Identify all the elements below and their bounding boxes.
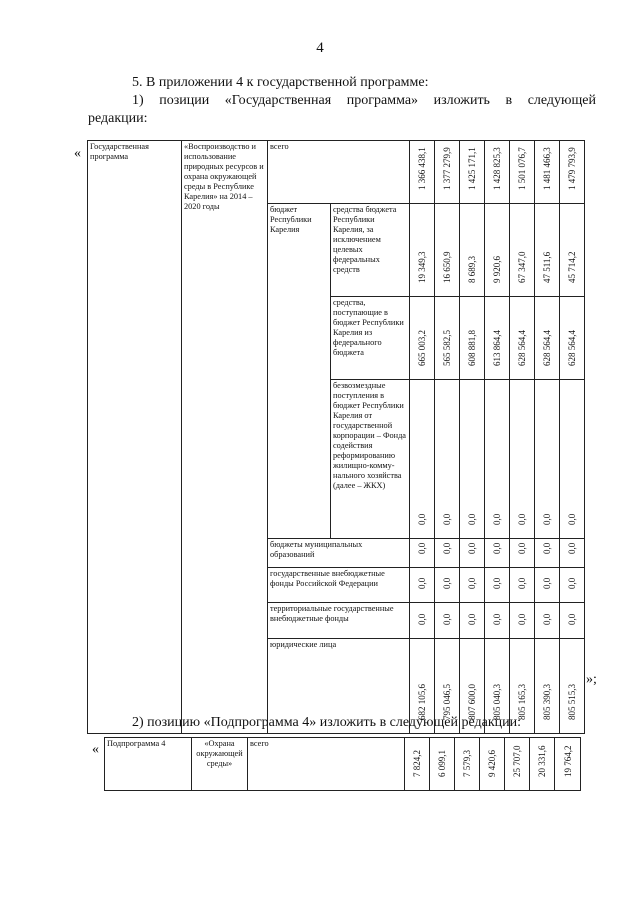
value-text: 0,0	[417, 613, 427, 625]
value-text: 0,0	[442, 577, 452, 589]
value-text: 565 582,5	[442, 330, 452, 366]
source-cell: средства, поступающие в бюджет Республики Карелия из федерального бюджета	[331, 297, 410, 380]
value-cell	[485, 204, 510, 297]
value-cell	[510, 380, 535, 539]
value-cell	[535, 639, 560, 734]
source-cell: безвозмездные поступления в бюджет Республики Карелия от государственной корпорации – Фонда содействия реформированию жилищно-комму-нального хозяйства (далее – ЖКХ)	[331, 380, 410, 539]
financing-table-subprogram	[104, 737, 581, 791]
value-text: 805 390,3	[542, 684, 552, 720]
value-text: 628 564,4	[517, 330, 527, 366]
value-text: 19 764,2	[562, 745, 573, 777]
value-cell	[460, 141, 485, 204]
value-cell	[430, 738, 455, 791]
value-cell	[410, 568, 435, 603]
source-cell: средства бюджета Республики Карелия, за исключением целевых федеральных средств	[331, 204, 410, 297]
value-text: 0,0	[517, 542, 527, 554]
value-cell	[560, 639, 585, 734]
value-cell	[510, 141, 535, 204]
value-cell	[460, 539, 485, 568]
value-cell	[510, 539, 535, 568]
value-cell	[535, 380, 560, 539]
value-cell	[560, 603, 585, 639]
value-cell	[460, 603, 485, 639]
budget-group-cell: бюджет Республики Карелия	[268, 204, 331, 539]
value-cell	[435, 539, 460, 568]
financing-table-program	[87, 140, 585, 734]
value-text: 795 046,5	[442, 684, 452, 720]
value-cell	[460, 568, 485, 603]
value-text: 47 511,6	[542, 251, 552, 283]
value-text: 608 881,8	[467, 330, 477, 366]
value-cell	[560, 568, 585, 603]
value-cell	[485, 380, 510, 539]
value-text: 19 349,3	[417, 251, 427, 283]
source-cell: бюджеты муниципальных образований	[268, 539, 410, 568]
value-text: 1 481 466,3	[542, 147, 552, 190]
table-row	[88, 141, 585, 204]
value-text: 807 600,0	[467, 684, 477, 720]
subprogram-name-cell: «Охрана окружающей среды»	[192, 738, 248, 791]
value-cell	[535, 297, 560, 380]
value-cell	[460, 297, 485, 380]
value-text: 0,0	[442, 513, 452, 525]
value-text: 0,0	[567, 613, 577, 625]
value-text: 0,0	[492, 613, 502, 625]
value-text: 0,0	[542, 613, 552, 625]
value-text: 0,0	[417, 542, 427, 554]
item1-text-line1: 1) позиции «Государственная программа» изложить в следующей	[132, 93, 596, 108]
subprogram-type-cell: Подпрограмма 4	[105, 738, 192, 791]
value-cell	[485, 539, 510, 568]
value-cell	[405, 738, 430, 791]
value-cell	[435, 568, 460, 603]
value-text: 0,0	[517, 613, 527, 625]
value-text: 0,0	[567, 542, 577, 554]
program-type-cell: Государственная программа	[88, 141, 182, 734]
value-cell	[535, 539, 560, 568]
value-text: 7 824,2	[412, 750, 422, 777]
value-text: 20 331,6	[537, 745, 547, 777]
value-cell	[480, 738, 505, 791]
value-text: 0,0	[442, 542, 452, 554]
value-cell	[535, 603, 560, 639]
value-cell	[435, 380, 460, 539]
page-number: 4	[316, 40, 324, 56]
value-text: 0,0	[442, 613, 452, 625]
value-cell	[410, 141, 435, 204]
value-text: 1 501 076,7	[517, 147, 527, 190]
value-text: 1 377 279,9	[442, 147, 452, 190]
value-text: 9 920,6	[492, 256, 502, 283]
value-text: 0,0	[467, 577, 477, 589]
program-name-cell: «Воспроизводство и использование природных ресурсов и охрана окружающей среды в Республике Карелия» на 2014 – 2020 годы	[182, 141, 268, 734]
value-text: 0,0	[542, 542, 552, 554]
value-cell	[535, 204, 560, 297]
value-text: 1 428 825,3	[492, 147, 502, 190]
value-cell	[510, 204, 535, 297]
value-cell	[510, 568, 535, 603]
value-text: 805 165,3	[517, 684, 527, 720]
table-row	[105, 738, 581, 791]
value-text: 6 099,1	[437, 750, 447, 777]
value-cell	[435, 141, 460, 204]
value-text: 628 564,4	[567, 330, 577, 366]
table2-open-quote: «	[92, 742, 99, 757]
table1-close-quote: »;	[586, 672, 597, 687]
value-text: 0,0	[542, 577, 552, 589]
value-text: 805 515,3	[567, 684, 577, 720]
value-text: 45 714,2	[567, 251, 577, 283]
value-cell	[410, 297, 435, 380]
value-text: 613 864,4	[492, 330, 502, 366]
value-cell	[560, 380, 585, 539]
value-cell	[435, 204, 460, 297]
value-cell	[535, 568, 560, 603]
source-cell: всего	[268, 141, 410, 204]
value-text: 7 579,3	[462, 750, 472, 777]
value-text: 25 707,0	[512, 745, 522, 777]
section-heading: 5. В приложении 4 к государственной программе:	[132, 75, 429, 90]
value-text: 0,0	[417, 577, 427, 589]
value-text: 0,0	[492, 542, 502, 554]
value-cell	[510, 603, 535, 639]
value-text: 1 425 171,1	[467, 147, 477, 190]
item1-text-line2: редакции:	[88, 111, 148, 126]
value-cell	[560, 141, 585, 204]
value-text: 0,0	[467, 513, 477, 525]
value-text: 628 564,4	[542, 330, 552, 366]
value-text: 1 366 438,1	[417, 147, 427, 190]
value-cell	[560, 204, 585, 297]
value-cell	[485, 603, 510, 639]
value-cell	[505, 738, 530, 791]
value-cell	[560, 539, 585, 568]
value-cell	[460, 380, 485, 539]
value-cell	[435, 297, 460, 380]
value-text: 0,0	[467, 542, 477, 554]
value-text: 0,0	[467, 613, 477, 625]
value-cell	[410, 380, 435, 539]
value-text: 0,0	[567, 577, 577, 589]
value-cell	[485, 297, 510, 380]
value-cell	[435, 603, 460, 639]
value-text: 16 650,9	[442, 251, 452, 283]
value-text: 0,0	[542, 513, 552, 525]
value-text: 0,0	[517, 577, 527, 589]
value-text: 665 003,2	[417, 330, 427, 366]
source-cell: юридические лица	[268, 639, 410, 734]
value-text: 9 420,6	[487, 750, 497, 777]
value-text: 0,0	[417, 513, 427, 525]
table1-open-quote: «	[74, 146, 81, 161]
value-cell	[485, 141, 510, 204]
value-text: 0,0	[567, 513, 577, 525]
value-cell	[530, 738, 555, 791]
source-cell: всего	[248, 738, 405, 791]
value-cell	[510, 297, 535, 380]
source-cell: государственные внебюджетные фонды Российской Федерации	[268, 568, 410, 603]
value-text: 805 040,3	[492, 684, 502, 720]
value-text: 67 347,0	[517, 251, 527, 283]
value-text: 1 479 793,9	[567, 147, 577, 190]
value-text: 0,0	[517, 513, 527, 525]
value-cell	[535, 141, 560, 204]
value-cell	[455, 738, 480, 791]
value-text: 0,0	[492, 577, 502, 589]
value-text: 8 689,3	[467, 256, 477, 283]
value-cell	[460, 204, 485, 297]
value-cell	[410, 603, 435, 639]
value-cell	[560, 297, 585, 380]
value-cell	[410, 539, 435, 568]
source-cell: территориальные государственные внебюджетные фонды	[268, 603, 410, 639]
value-cell	[555, 738, 581, 791]
value-cell	[485, 568, 510, 603]
value-cell	[410, 204, 435, 297]
value-text: 682 105,6	[417, 684, 427, 720]
item2-text: 2) позицию «Подпрограмма 4» изложить в следующей редакции:	[132, 715, 522, 730]
value-text: 0,0	[492, 513, 502, 525]
